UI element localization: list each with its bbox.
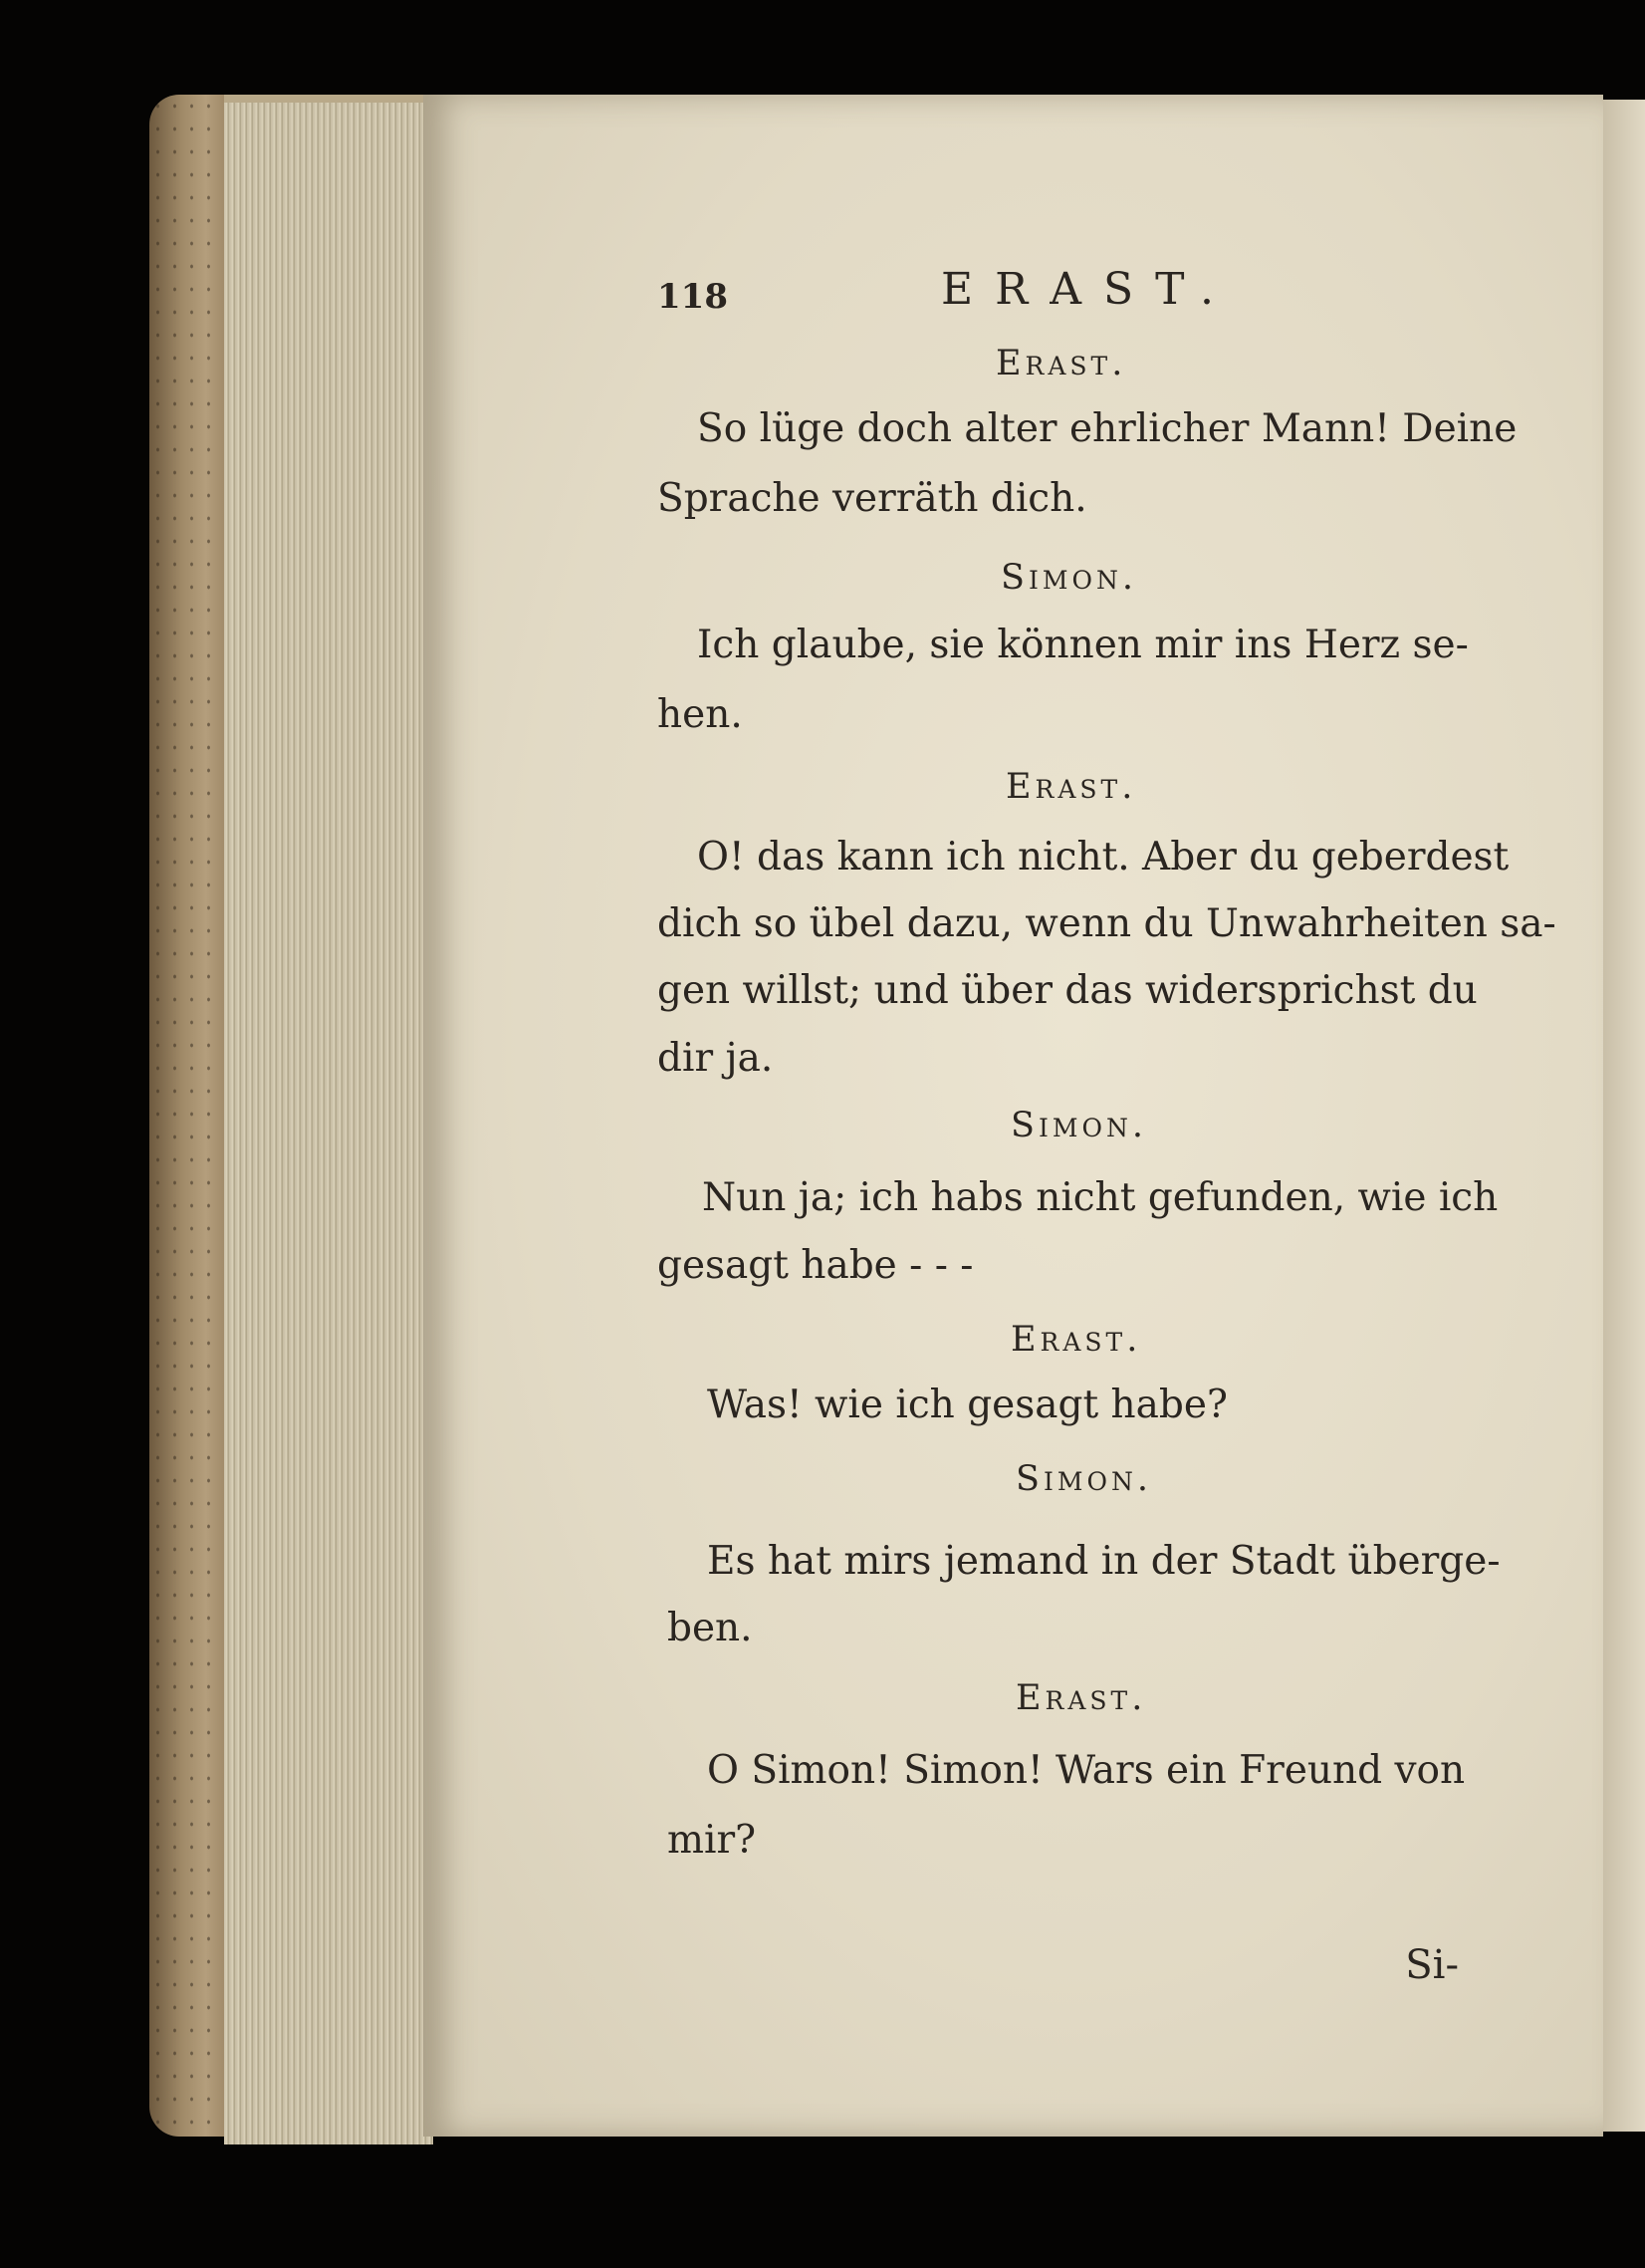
text-line: O! das kann ich nicht. Aber du geberdest [697, 835, 1510, 880]
text-line: So lüge doch alter ehrlicher Mann! Deine [697, 406, 1518, 451]
speaker-label: Simon. [1016, 1459, 1152, 1499]
text-line: gesagt habe - - - [657, 1243, 974, 1288]
speaker-label: Simon. [1001, 558, 1137, 598]
catchword: Si- [1405, 1942, 1459, 1988]
page-number: 118 [657, 277, 728, 317]
speaker-label: Erast. [1011, 1320, 1142, 1360]
text-line: O Simon! Simon! Wars ein Freund von [707, 1748, 1466, 1793]
text-line: Sprache verräth dich. [657, 476, 1087, 521]
page-edges [224, 95, 433, 2144]
text-line: dich so übel dazu, wenn du Unwahrheiten sa- [657, 901, 1556, 946]
text-line: gen willst; und über das widersprichst du [657, 968, 1478, 1013]
text-line: Nun ja; ich habs nicht gefunden, wie ich [702, 1175, 1499, 1220]
text-line: dir ja. [657, 1036, 774, 1081]
text-line: Was! wie ich gesagt habe? [707, 1383, 1228, 1427]
running-title: ERAST. [941, 264, 1237, 315]
text-line: hen. [657, 692, 743, 737]
facing-page-edge [1603, 100, 1645, 2132]
page-header [657, 259, 1504, 329]
text-line: Ich glaube, sie können mir ins Herz se- [697, 623, 1469, 667]
speaker-label: Erast. [996, 344, 1127, 383]
speaker-label: Erast. [1006, 767, 1137, 807]
speaker-label: Erast. [1016, 1678, 1147, 1718]
text-line: Es hat mirs jemand in der Stadt überge- [707, 1539, 1501, 1584]
speaker-label: Simon. [1011, 1106, 1147, 1145]
text-line: ben. [667, 1606, 753, 1650]
text-line: mir? [667, 1818, 757, 1863]
